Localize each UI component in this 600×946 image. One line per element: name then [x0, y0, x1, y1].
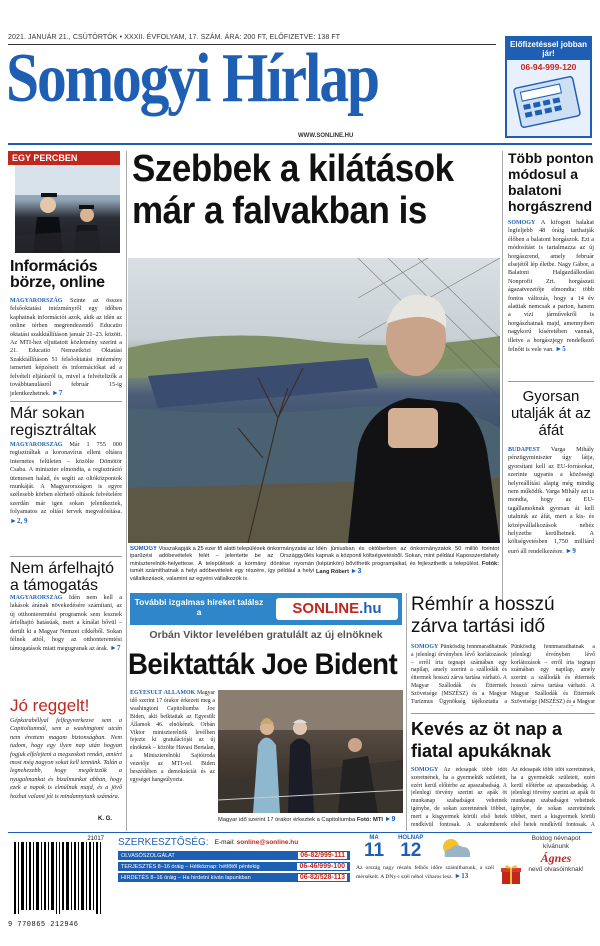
weather-cloud-icon — [437, 835, 477, 861]
right-story2-pageref[interactable]: ►9 — [565, 546, 576, 555]
lead-photo-credit: Fotók: Lang Róbert — [316, 560, 499, 576]
barcode — [8, 836, 108, 936]
section-label: EGY PERCBEN — [8, 151, 120, 165]
barcode-number: 9 770865 212946 — [8, 921, 79, 929]
editorial-box — [118, 837, 350, 935]
calculator-illustration — [507, 74, 590, 136]
website: WWW.SONLINE.HU — [298, 133, 354, 139]
biden-body-block: EGYESÜLT ÁLLAMOK Magyar idő szerint 17 órakor érkezett meg a washingtoni Capitoliumba Joe Biden, akit beiktattak az Egyesült Államok 46. elnökének. Orbán Viktor miniszterelnök levélben fejezte ki gratulációját az új elnöknek – közölte Havasi Bertalan, a Miniszterelnöki Sajtóiroda vezetője az MTI-vel. Biden beszédében a demokráciát és az egységet hangsúlyozta. — [130, 690, 215, 783]
dateline: 2021. JANUÁR 21., CSÜTÖRTÖK • XXXII. ÉVFOLYAM, 17. SZÁM. ÁRA: 200 FT, ELŐFIZETVE: 138 FT — [8, 34, 341, 41]
dads-body-block-2: Az édesapák több időt szeretnének, ha a gyermekük született, ezért kerül előtérbe az apaszabadság. A jelenlegi törvény szerint az apák öt munkanap szabadságot vehetnek igénybe, de sokan szeretnének többet, mert a kisgyermek körüli első hetek rendkívül fontosak. A — [511, 767, 595, 827]
nameday-box — [498, 835, 594, 935]
story3-body-block — [10, 594, 122, 674]
lead-pageref[interactable]: ►3 — [350, 568, 362, 576]
right-story2-body-block: BUDAPEST Varga Mihály pénzügyminiszter úgy látja, gyorsítani kell az EU-forrásokat, szerinte ugyanis a közösségi helyreállítási alapig még mindig nem működik. Varga Mihály azt is mondta, hogy az EU-tagállamoknak gyorsan át kell utalniuk az áfát, mert a kis- és középvállalkozások nehéz helyzetbe kerülhetnek. A költségvetésben 1,750 milliárd euró áll rendelkezésre. ►9 — [508, 446, 594, 555]
footer-line-1: TERJESZTÉS 8–16 óráig – Hétköznap: hétfőtől péntekig 06-46/999-100 — [118, 862, 350, 871]
right-story1-body-block: SOMOGY A kifogott halakat legfeljebb 48 óráig tarthatják élőben a balatoni horgászok. Ezt a módosítást is tartalmazza az új horgászrend, amely február elsejétől lép életbe. Nagy Gábor, a Balatoni Halgazdálkodási Nonprofit Zrt. horgászati ágazatvezetője elmondta: több fontos változás, hogy a 14 év alattiak nemcsak a parton, hanem a vízi járművekről is horgászhatnak majd, amennyiben nagykorú kíséretében vannak, illetve a horgászjegy rendelkező felnőtt is vele van. ►5 — [508, 219, 594, 354]
sonline-banner[interactable] — [130, 593, 402, 625]
morning-body: Gépkarabéllyal felfegyverkezve sem a Capitoliumnál, sem a washingtoni utcán nem éreztem magam biztonságban. Nem tudom, hogy egy ilyen nap után hogyan fogjuk elfelejteni a megszokott rendet, amiért most még nagyon sokat kell tennünk. Talán a legnehezebb, hogy megőrizzük a nyugalmunkat és bizalmunkat abban, hogy ezek a napok is elmúlnak majd, és a jövő hozhat valami jót is mindannyiunk számára. — [10, 717, 122, 800]
story3-pageref[interactable]: ►7 — [110, 644, 121, 653]
rumor-headline[interactable]: Rémhír a hosszú zárva tartási idő — [411, 594, 555, 637]
story1-pageref[interactable]: ►7 — [51, 389, 63, 398]
lead-headline[interactable]: Szebbek a kilátások már a falvakban is — [132, 148, 454, 232]
editorial-email[interactable]: sonline@sonline.hu — [236, 839, 299, 846]
dads-body-block: SOMOGY Az édesapák több időt szeretnének, ha a gyermekük született, ezért kerül előtérbe az apaszabadság. A jelenlegi törvény szerint az apák öt munkanap szabadságot vehetnek igénybe, de sokan szeretnének többet, mert a kisgyermek körüli első hetek rendkívül fontosak. A szakemberek — [411, 767, 507, 827]
promo-title: Előfizetéssel jobban jár! — [507, 38, 590, 60]
biden-photo — [218, 690, 403, 813]
story2-body-block — [10, 441, 122, 553]
weather-text: Az ország nagy részén felhős időre számíthatunk, a szél mérsékelt. A DNy-i szél néhol viharos lesz. — [356, 865, 494, 880]
weather-today: MA 11 — [364, 835, 385, 861]
right-story1-headline[interactable]: Több ponton módosul a balatoni horgászrend — [508, 150, 594, 214]
right-story1-pageref[interactable]: ►5 — [555, 345, 566, 354]
story3-body: Idén nem kell a lakások árának növekedésére számítani, az új otthonteremtési programok sem lesznek árfelhajtó hatásúak, mert a kínálat bővül – derült ki a Magyar Nemzet cikkéből. Sokan félnek attól, hogy az otthonteremtési támogatások miatt megugranak az árak. — [10, 594, 122, 653]
story2-body: Már 1 755 000 regisztráltak a koronavírus elleni oltásra internetes felületen – közölte Dömötör Csaba. A miniszter elmondta, a regisztráció ütemesen halad, és segíti az oltóközpontok munkáját. A Magyarországon is egyre szélesebb körben elérhető oltások felvételére szerdán már igen sokan jelentkeztek, folyamatos az oltási tervek megvalósítása. — [10, 441, 122, 516]
rumor-body-block-2: Pünkösdig fennmaradhatnak a jelenlegi érvényben lévő korlátozások – erről írta tegnapi számában egy napilap, amely szerint a szállodák és éttermek hosszú zárva tartása várható. A Magyar Szállodák és Éttermek Szövetsége (MSZÉSZ) és a Magyar — [511, 644, 595, 705]
biden-caption: Magyar idő szerint 17 órakor érkeztek a Capitoliumba Fotó: MTI ►9 — [218, 816, 396, 823]
lead-caption-right: Idén júniusban és októberben az önkormányzatok 50 millió forintot kapnak a központi költségvetésből. Sokan, mint például Kaposszerdahely (képünkön) bővíthetik programjaikat, és fejleszthetik a települést. Fotók: Lang Róbert ►3 — [316, 546, 499, 576]
story3-tag: MAGYARORSZÁG — [10, 595, 63, 601]
rumor-body-block: SOMOGY Pünkösdig fennmaradhatnak a jelenlegi érvényben lévő korlátozások – erről írta tegnapi számában egy napilap, amely szerint a szállodák és éttermek hosszú zárva tartása várható. A Magyar Szállodák és Éttermek Szövetsége (MSZÉSZ) és a Magyar Turizmus Ügynökség tájékoztatta a — [411, 644, 507, 705]
dads-headline[interactable]: Kevés az öt nap a fiatal apukáknak — [411, 719, 563, 761]
story1-tag: MAGYARORSZÁG — [10, 298, 63, 304]
sonline-banner-text: További izgalmas híreket találsz a — [134, 597, 264, 617]
morning-title: Jó reggelt! — [10, 696, 90, 715]
issue-number: 21017 — [87, 836, 104, 842]
editorial-label: SZERKESZTŐSÉG: — [118, 837, 209, 848]
nameday-title: Boldog névnapot kívánunk — [531, 835, 581, 850]
subscription-promo[interactable] — [505, 36, 592, 138]
morning-column — [10, 717, 122, 815]
story2-tag: MAGYARORSZÁG — [10, 442, 63, 448]
story1-body: Szinte az összes felsőoktatási intézményről egy időben kaphatnak információt azok, akik az idén az online térben megrendezendő Educatio oktatási szakkiállításon január 21–23. között. Az MTI-hez eljuttatott közlemény szerint a 21. Educatio Nemzetközi Oktatási Szakkiállításon 51 felsőoktatási intézmény ismerteti képzéseit és információkat ad a felvételi eljárásról is, mivel a felvételizők a továbbtanulásról február 15-ig jelentkezhetnek. — [10, 297, 122, 398]
lead-photo — [128, 258, 500, 543]
story1-headline[interactable]: Információs börze, online — [10, 258, 105, 291]
editorial-email-wrap: E-mail: sonline@sonline.hu — [214, 839, 299, 846]
footer-line-0: OLVASÓSZOLGÁLAT 06-82/999-111 — [118, 851, 350, 860]
story2-pageref[interactable]: ►2, 9 — [10, 516, 28, 525]
nameday-suffix: nevű olvasóinknak! — [528, 866, 584, 873]
sonline-logo: SONLINE.hu — [276, 598, 398, 620]
gift-icon — [500, 863, 522, 885]
lead-caption-left: SOMOGY Visszakapják a 25 ezer fő alatti települések önkormányzatai az iparűzési adóbevételek felét – jelentette be az Országgyűlés miniszterelnök-helyettese. A települések a kormány döntése nyomán ismét számíthatnak a helyi adóbevételek egy részére, így például a helyi vállalkozások, valamint az egyéni vállalkozók is. — [130, 546, 314, 582]
barcode-bars — [8, 842, 108, 922]
biden-headline[interactable]: Beiktatták Joe Bident — [128, 648, 398, 681]
story3-headline[interactable]: Nem árfelhajtó a támogatás — [10, 560, 115, 594]
biden-kicker: Orbán Viktor levelében gratulált az új elnöknek — [149, 629, 383, 641]
weather-box — [356, 835, 494, 935]
morning-author: K. G. — [98, 816, 113, 822]
graduation-photo — [15, 165, 120, 253]
right-story2-headline[interactable]: Gyorsan utalják át az áfát — [510, 388, 592, 439]
masthead-title: Somogyi Hírlap — [6, 40, 378, 117]
biden-pageref[interactable]: ►9 — [384, 816, 396, 823]
weather-pageref[interactable]: ►13 — [454, 871, 469, 880]
weather-tomorrow: HOLNAP 12 — [398, 835, 424, 861]
story2-headline[interactable]: Már sokan regisztráltak — [10, 405, 97, 439]
story1-body-block — [10, 297, 122, 399]
footer-line-2: HIRDETÉS 8–16 óráig – Ha hirdetni kíván lapunkban 06-82/528-113 — [118, 873, 350, 882]
nameday-name: Ágnes — [540, 851, 572, 865]
promo-phone: 06-94-999-120 — [520, 62, 577, 72]
